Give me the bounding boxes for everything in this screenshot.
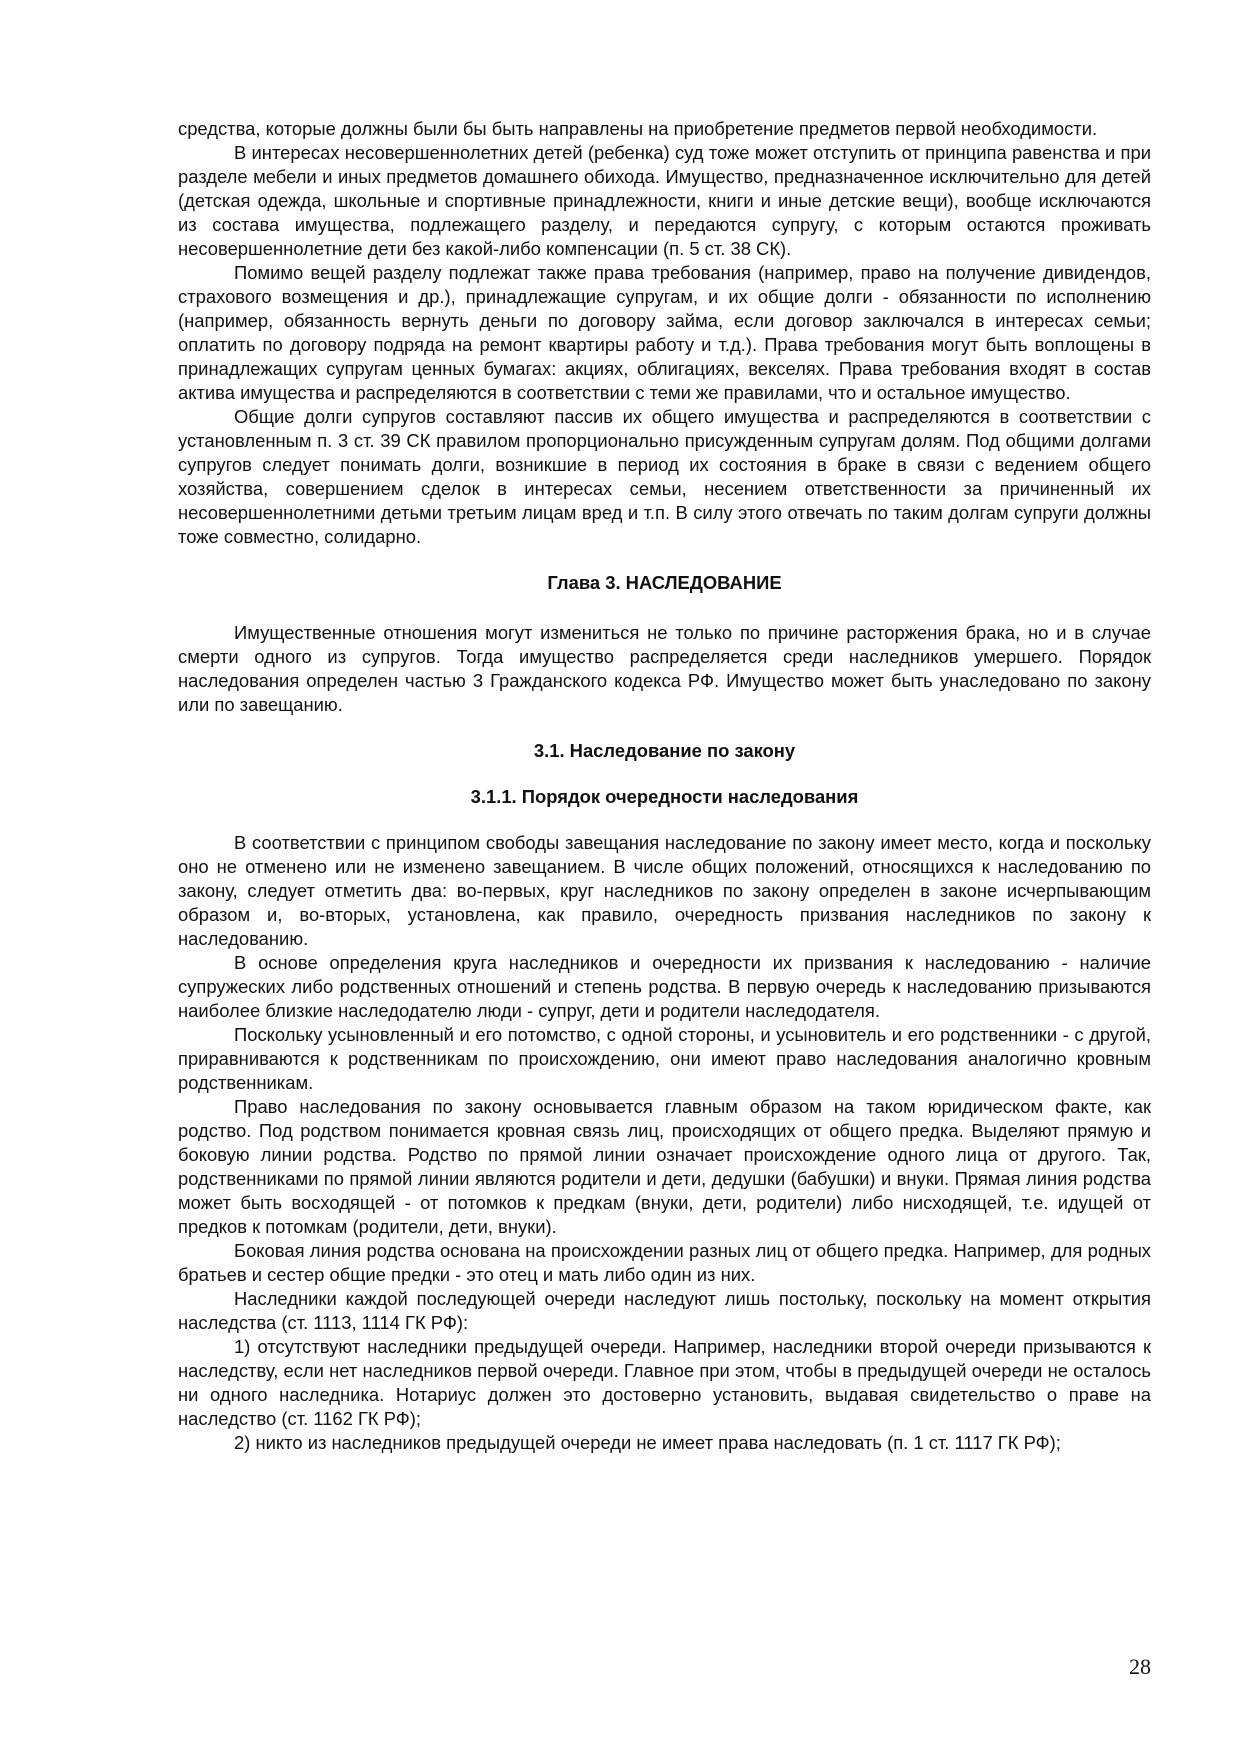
- paragraph: В основе определения круга наследников и очередности их призвания к наследованию - наличие супружеских либо родственных отношений и степень родства. В первую очередь к наследованию призываются наиболее близкие наследодателю люди - супруг, дети и родители наследодателя.: [178, 952, 1151, 1021]
- paragraph: Поскольку усыновленный и его потомство, с одной стороны, и усыновитель и его родственники - с другой, приравниваются к родственникам по происхождению, они имеют право наследования аналогично кровным родственникам.: [178, 1024, 1151, 1093]
- paragraph: Общие долги супругов составляют пассив их общего имущества и распределяются в соответствии с установленным п. 3 ст. 39 СК правилом пропорционально присужденным супругам долям. Под общими долгами супругов следует понимать долги, возникшие в период их состояния в браке в связи с ведением общего хозяйства, совершением сделок в интересах семьи, несением ответственности за причиненный их несовершеннолетними детьми третьим лицам вред и т.п. В силу этого отвечать по таким долгам супруги должны тоже совместно, солидарно.: [178, 406, 1151, 547]
- page-body: [178, 117, 1151, 1455]
- paragraph: В интересах несовершеннолетних детей (ребенка) суд тоже может отступить от принципа равенства и при разделе мебели и иных предметов домашнего обихода. Имущество, предназначенное исключительно для детей (детская одежда, школьные и спортивные принадлежности, книги и иные детские вещи), вообще исключаются из состава имущества, подлежащего разделу, и передаются супругу, с которым остаются проживать несовершеннолетние дети без какой-либо компенсации (п. 5 ст. 38 СК).: [178, 142, 1151, 259]
- paragraph: 1) отсутствуют наследники предыдущей очереди. Например, наследники второй очереди призываются к наследству, если нет наследников первой очереди. Главное при этом, чтобы в предыдущей очереди не осталось ни одного наследника. Нотариус должен это достоверно установить, выдавая свидетельство о праве на наследство (ст. 1162 ГК РФ);: [178, 1336, 1151, 1429]
- chapter-title: Глава 3. НАСЛЕДОВАНИЕ: [547, 572, 782, 593]
- paragraph: В соответствии с принципом свободы завещания наследование по закону имеет место, когда и поскольку оно не отменено или не изменено завещанием. В числе общих положений, относящихся к наследованию по закону, следует отметить два: во-первых, круг наследников по закону определен в законе исчерпывающим образом и, во-вторых, установлена, как правило, очередность призвания наследников по закону к наследованию.: [178, 832, 1151, 949]
- paragraph: Наследники каждой последующей очереди наследуют лишь постольку, поскольку на момент открытия наследства (ст. 1113, 1114 ГК РФ):: [178, 1288, 1151, 1333]
- page-number: 28: [1129, 1654, 1151, 1679]
- paragraph: 2) никто из наследников предыдущей очереди не имеет права наследовать (п. 1 ст. 1117 ГК РФ);: [234, 1432, 1061, 1453]
- paragraph: Помимо вещей разделу подлежат также права требования (например, право на получение дивидендов, страхового возмещения и др.), принадлежащие супругам, и их общие долги - обязанности по исполнению (например, обязанность вернуть деньги по договору займа, если договор заключался в интересах семьи; оплатить по договору подряда на ремонт квартиры работу и т.д.). Права требования могут быть воплощены в принадлежащих супругам ценных бумагах: акциях, облигациях, векселях. Права требования входят в состав актива имущества и распределяются в соответствии с теми же правилами, что и остальное имущество.: [178, 262, 1151, 403]
- paragraph: средства, которые должны были бы быть направлены на приобретение предметов первой необходимости.: [178, 118, 1098, 139]
- section-paragraphs: [178, 831, 1151, 1455]
- paragraphs-before-chapter: [178, 117, 1151, 549]
- chapter-intro-paragraphs: [178, 621, 1151, 717]
- subsection-title: 3.1.1. Порядок очередности наследования: [470, 786, 859, 807]
- paragraph: Право наследования по закону основывается главным образом на таком юридическом факте, как родство. Под родством понимается кровная связь лиц, происходящих от общего предка. Выделяют прямую и боковую линии родства. Родство по прямой линии означает происхождение одного лица от другого. Так, родственниками по прямой линии являются родители и дети, дедушки (бабушки) и внуки. Прямая линия родства может быть восходящей - от потомков к предкам (внуки, дети, родители) либо нисходящей, т.е. идущей от предков к потомкам (родители, дети, внуки).: [178, 1096, 1151, 1237]
- section-title: 3.1. Наследование по закону: [533, 740, 796, 761]
- paragraph: Имущественные отношения могут измениться не только по причине расторжения брака, но и в случае смерти одного из супругов. Тогда имущество распределяется среди наследников умершего. Порядок наследования определен частью 3 Гражданского кодекса РФ. Имущество может быть унаследовано по закону или по завещанию.: [178, 622, 1151, 715]
- paragraph: Боковая линия родства основана на происхождении разных лиц от общего предка. Например, для родных братьев и сестер общие предки - это отец и мать либо один из них.: [178, 1240, 1151, 1285]
